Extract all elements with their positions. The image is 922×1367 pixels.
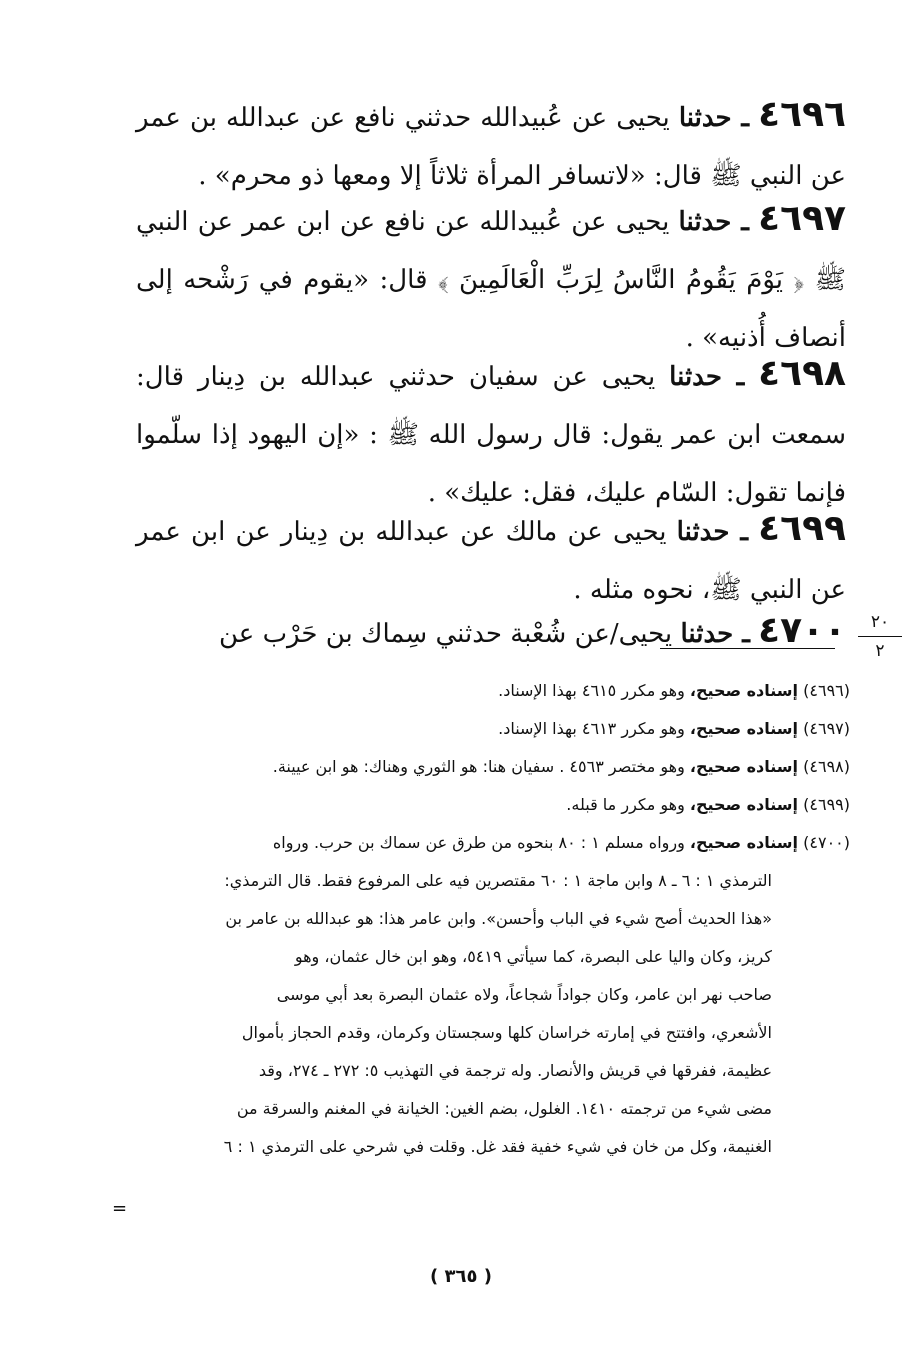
footnote-4698 [115, 748, 850, 786]
footnote-line: عظيمة، ففرقها في قريش والأنصار. وله ترجمة في التهذيب ٥: ٢٧٢ ـ ٢٧٤، وقد [258, 1061, 772, 1080]
footnote-ref: (٤٦٩٨) [803, 757, 850, 776]
footnote-4700 [115, 824, 850, 1166]
footnote-verdict: إسناده صحيح، [689, 795, 799, 814]
footnote-verdict: إسناده صحيح، [689, 833, 799, 852]
margin-note-bottom: ٢ [875, 641, 885, 661]
footnote-line: الغنيمة، وكل من خان في شيء خفية فقد غل. وقلت في شرحي على الترمذي ١ : ٦ [223, 1137, 772, 1156]
footnote-verdict: إسناده صحيح، [689, 757, 799, 776]
footnote-text: وهو مكرر ما قبله. [566, 795, 685, 814]
footnote-4696 [115, 672, 850, 710]
page-number: ( ٣٦٥ ) [430, 1266, 492, 1287]
hadith-number: ٤٦٩٦ [758, 94, 847, 135]
hadith-lead-word: حدثنا [678, 207, 732, 237]
footnote-ref: (٤٦٩٧) [803, 719, 850, 738]
footnote-ref: (٤٦٩٩) [803, 795, 850, 814]
footnote-ref: (٤٧٠٠) [803, 833, 850, 852]
continuation-mark: = [112, 1198, 128, 1219]
hadith-4697 [136, 190, 846, 367]
footnote-ref: (٤٦٩٦) [803, 681, 850, 700]
footnote-line: الأشعري، وافتتح في إمارته خراسان كلها وسجستان وكرمان، وقدم الحجاز بأموال [241, 1023, 772, 1042]
hadith-number: ٤٦٩٨ [758, 353, 847, 394]
hadith-number: ٤٧٠٠ [758, 610, 846, 651]
hadith-lead-word: حدثنا [680, 619, 734, 649]
footnote-text: وهو مكرر ٤٦١٥ بهذا الإسناد. [498, 681, 685, 700]
hadith-lead-word: حدثنا [678, 103, 732, 133]
hadith-text: يحيى عن سفيان حدثني عبدالله بن دِينار قال: سمعت ابن عمر يقول: قال رسول الله ﷺ : «إن اليهود إذا سلّموا فإنما تقول: السّام عليك، فقل: عليك» . [136, 362, 846, 508]
hadith-4698 [136, 345, 846, 522]
footnote-line: كريز، وكان واليا على البصرة، كما سيأتي ٥٤١٩، وهو ابن خال عثمان، وهو [294, 947, 772, 966]
margin-volume-note [858, 612, 902, 661]
footnote-line: صاحب نهر ابن عامر، وكان جواداً شجاعاً، ولاه عثمان البصرة بعد أبي موسى [276, 985, 772, 1004]
footnote-4697 [115, 710, 850, 748]
footnote-line: مضى شيء من ترجمته ١٤١٠. الغلول، بضم الغين: الخيانة في المغنم والسرقة من [236, 1099, 772, 1118]
footnote-line: الترمذي ١ : ٦ ـ ٨ وابن ماجة ١ : ٦٠ مقتصرين فيه على المرفوع فقط. قال الترمذي: [224, 871, 772, 890]
hadith-number: ٤٦٩٩ [758, 508, 847, 549]
footnote-verdict: إسناده صحيح، [689, 719, 799, 738]
dash-separator: ـ [731, 103, 750, 133]
hadith-number: ٤٦٩٧ [758, 198, 847, 239]
footnote-verdict: إسناده صحيح، [689, 681, 799, 700]
footnote-4699 [115, 786, 850, 824]
footnotes [115, 672, 850, 1166]
dash-separator: ـ [721, 362, 745, 392]
dash-separator: ـ [733, 619, 750, 649]
hadith-4696 [136, 86, 846, 205]
margin-note-top: ٢٠ [858, 612, 902, 637]
hadith-text: يحيى عن مالك عن عبدالله بن دِينار عن ابن عمر عن النبي ﷺ، نحوه مثله . [136, 517, 846, 605]
footnote-text: وهو مكرر ٤٦١٣ بهذا الإسناد. [498, 719, 685, 738]
hadith-text: يحيى عن عُبيدالله حدثني نافع عن عبدالله بن عمر عن النبي ﷺ قال: «لاتسافر المرأة ثلاثاً إلا ومعها ذو محرم» . [136, 103, 846, 191]
hadith-4700 [136, 602, 846, 663]
dash-separator: ـ [729, 517, 748, 547]
text-underline-rule [660, 648, 835, 649]
hadith-lead-word: حدثنا [676, 517, 730, 547]
hadith-text: يحيى عن عُبيدالله عن نافع عن ابن عمر عن النبي ﷺ ﴿ يَوْمَ يَقُومُ النَّاسُ لِرَبِّ الْعَالَمِينَ ﴾ قال: «يقوم في رَشْحه إلى أنصاف أُذنيه» . [136, 207, 846, 353]
footnote-line: «هذا الحديث أصح شيء في الباب وأحسن». وابن عامر هذا: هو عبدالله بن عامر بن [225, 909, 772, 928]
dash-separator: ـ [731, 207, 749, 237]
footnote-text: وهو مختصر ٤٥٦٣ . سفيان هنا: هو الثوري وهناك: هو ابن عيينة. [272, 757, 685, 776]
hadith-text: يحيى/عن شُعْبة حدثني سِماك بن حَرْب عن [219, 619, 673, 649]
hadith-lead-word: حدثنا [669, 362, 722, 392]
footnote-text: ورواه مسلم ١ : ٨٠ بنحوه من طرق عن سماك بن حرب. ورواه [272, 833, 685, 852]
